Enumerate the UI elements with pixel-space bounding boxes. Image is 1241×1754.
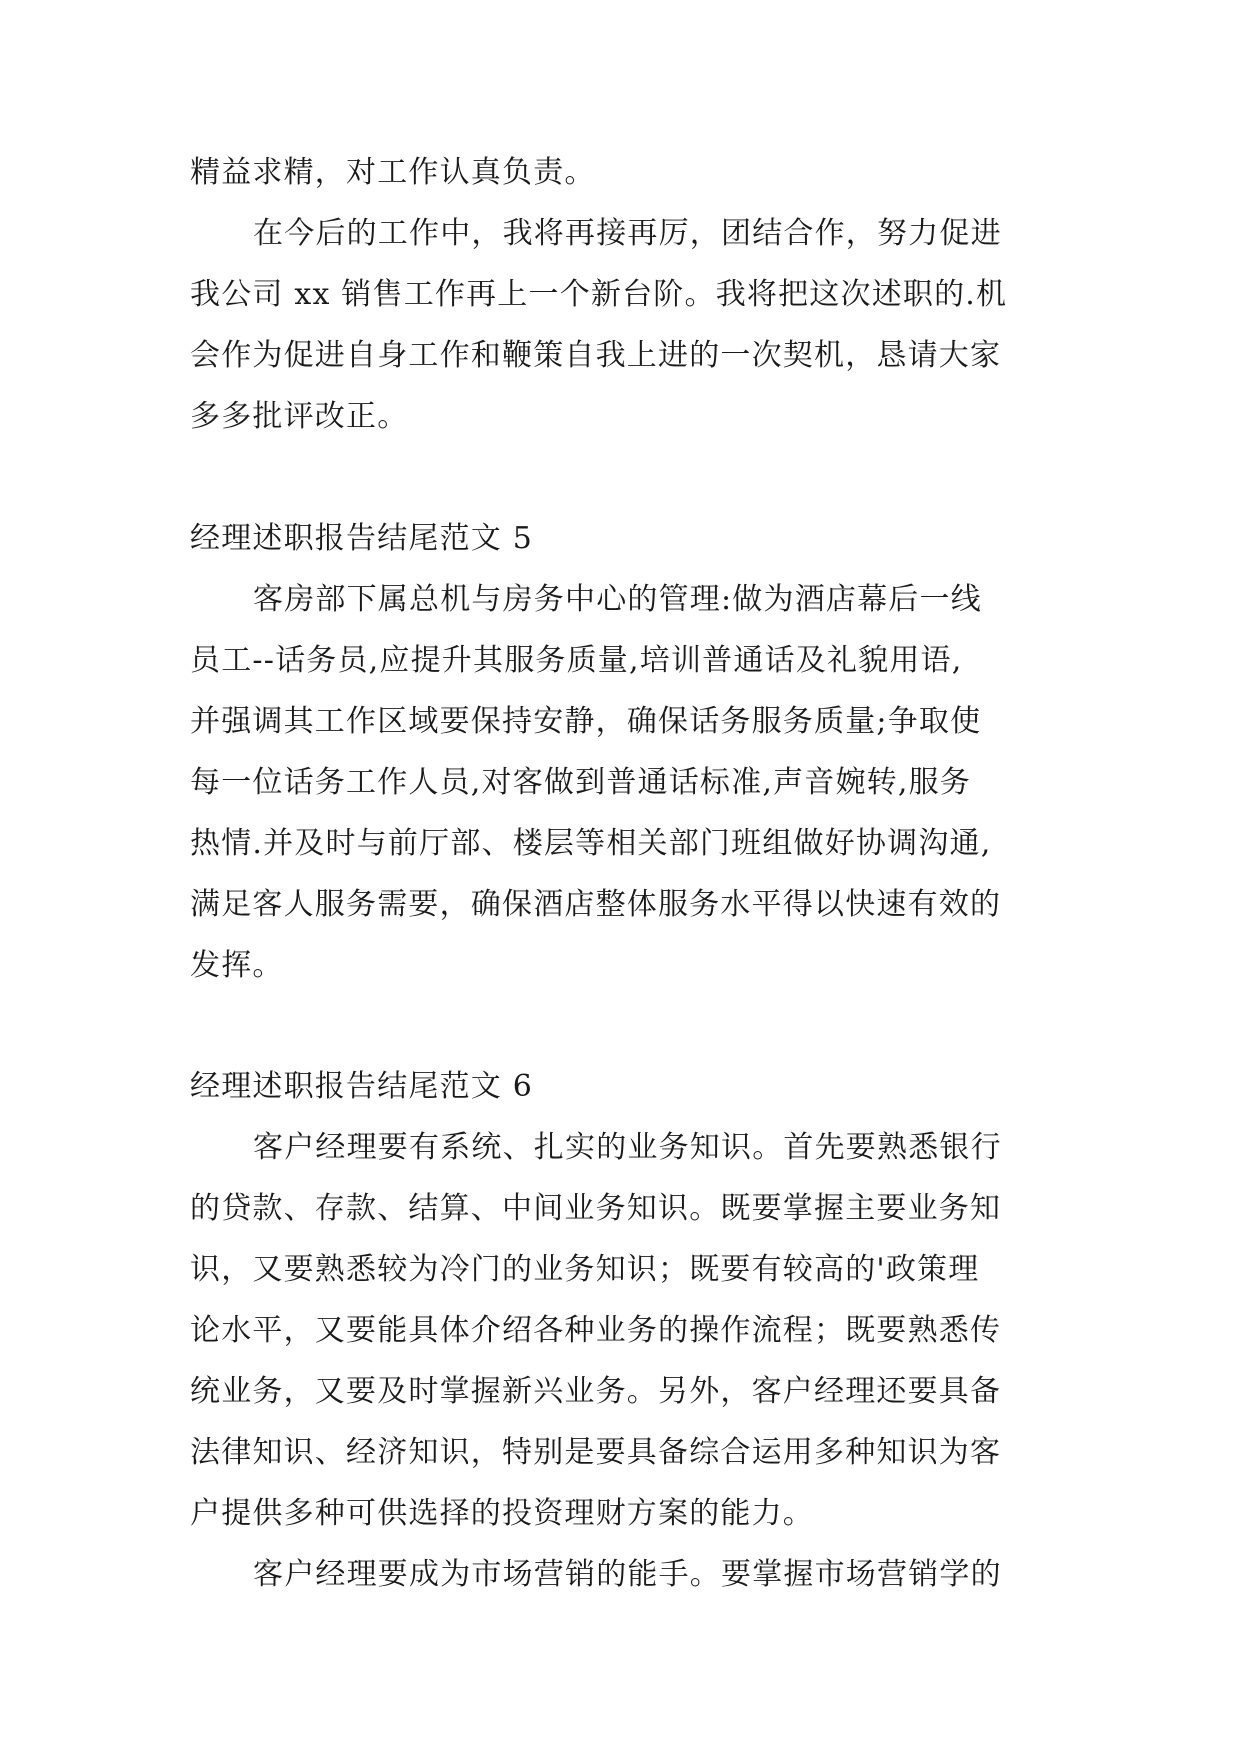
paragraph-line: 会作为促进自身工作和鞭策自我上进的一次契机，恳请大家 bbox=[190, 338, 1002, 373]
paragraph-line: 客户经理要成为市场营销的能手。要掌握市场营销学的 bbox=[253, 1557, 1002, 1592]
paragraph-line: 识，又要熟悉较为冷门的业务知识；既要有较高的'政策理 bbox=[190, 1252, 980, 1287]
paragraph-line: 热情.并及时与前厅部、楼层等相关部门班组做好协调沟通, bbox=[190, 826, 992, 861]
paragraph-line: 每一位话务工作人员,对客做到普通话标准,声音婉转,服务 bbox=[190, 765, 972, 800]
paragraph-line: 法律知识、经济知识，特别是要具备综合运用多种知识为客 bbox=[190, 1435, 1002, 1470]
paragraph-line: 客户经理要有系统、扎实的业务知识。首先要熟悉银行 bbox=[253, 1130, 1002, 1165]
paragraph-line: 客房部下属总机与房务中心的管理:做为酒店幕后一线 bbox=[253, 582, 982, 617]
paragraph-line: 精益求精，对工作认真负责。 bbox=[190, 155, 596, 190]
paragraph-line: 多多批评改正。 bbox=[190, 399, 409, 434]
paragraph-line: 在今后的工作中，我将再接再厉，团结合作，努力促进 bbox=[253, 216, 1002, 251]
paragraph-line: 员工--话务员,应提升其服务质量,培训普通话及礼貌用语, bbox=[190, 643, 963, 678]
paragraph-line: 论水平，又要能具体介绍各种业务的操作流程；既要熟悉传 bbox=[190, 1313, 1002, 1348]
paragraph-line: 并强调其工作区域要保持安静，确保话务服务质量;争取使 bbox=[190, 704, 982, 739]
paragraph-line: 统业务，又要及时掌握新兴业务。另外，客户经理还要具备 bbox=[190, 1374, 1002, 1409]
section-heading: 经理述职报告结尾范文 6 bbox=[190, 1069, 534, 1104]
paragraph-line: 我公司 xx 销售工作再上一个新台阶。我将把这次述职的.机 bbox=[190, 277, 1008, 312]
section-heading: 经理述职报告结尾范文 5 bbox=[190, 521, 534, 556]
paragraph-line: 发挥。 bbox=[190, 948, 284, 983]
paragraph-line: 的贷款、存款、结算、中间业务知识。既要掌握主要业务知 bbox=[190, 1191, 1002, 1226]
paragraph-line: 满足客人服务需要，确保酒店整体服务水平得以快速有效的 bbox=[190, 887, 1002, 922]
paragraph-line: 户提供多种可供选择的投资理财方案的能力。 bbox=[190, 1496, 814, 1531]
